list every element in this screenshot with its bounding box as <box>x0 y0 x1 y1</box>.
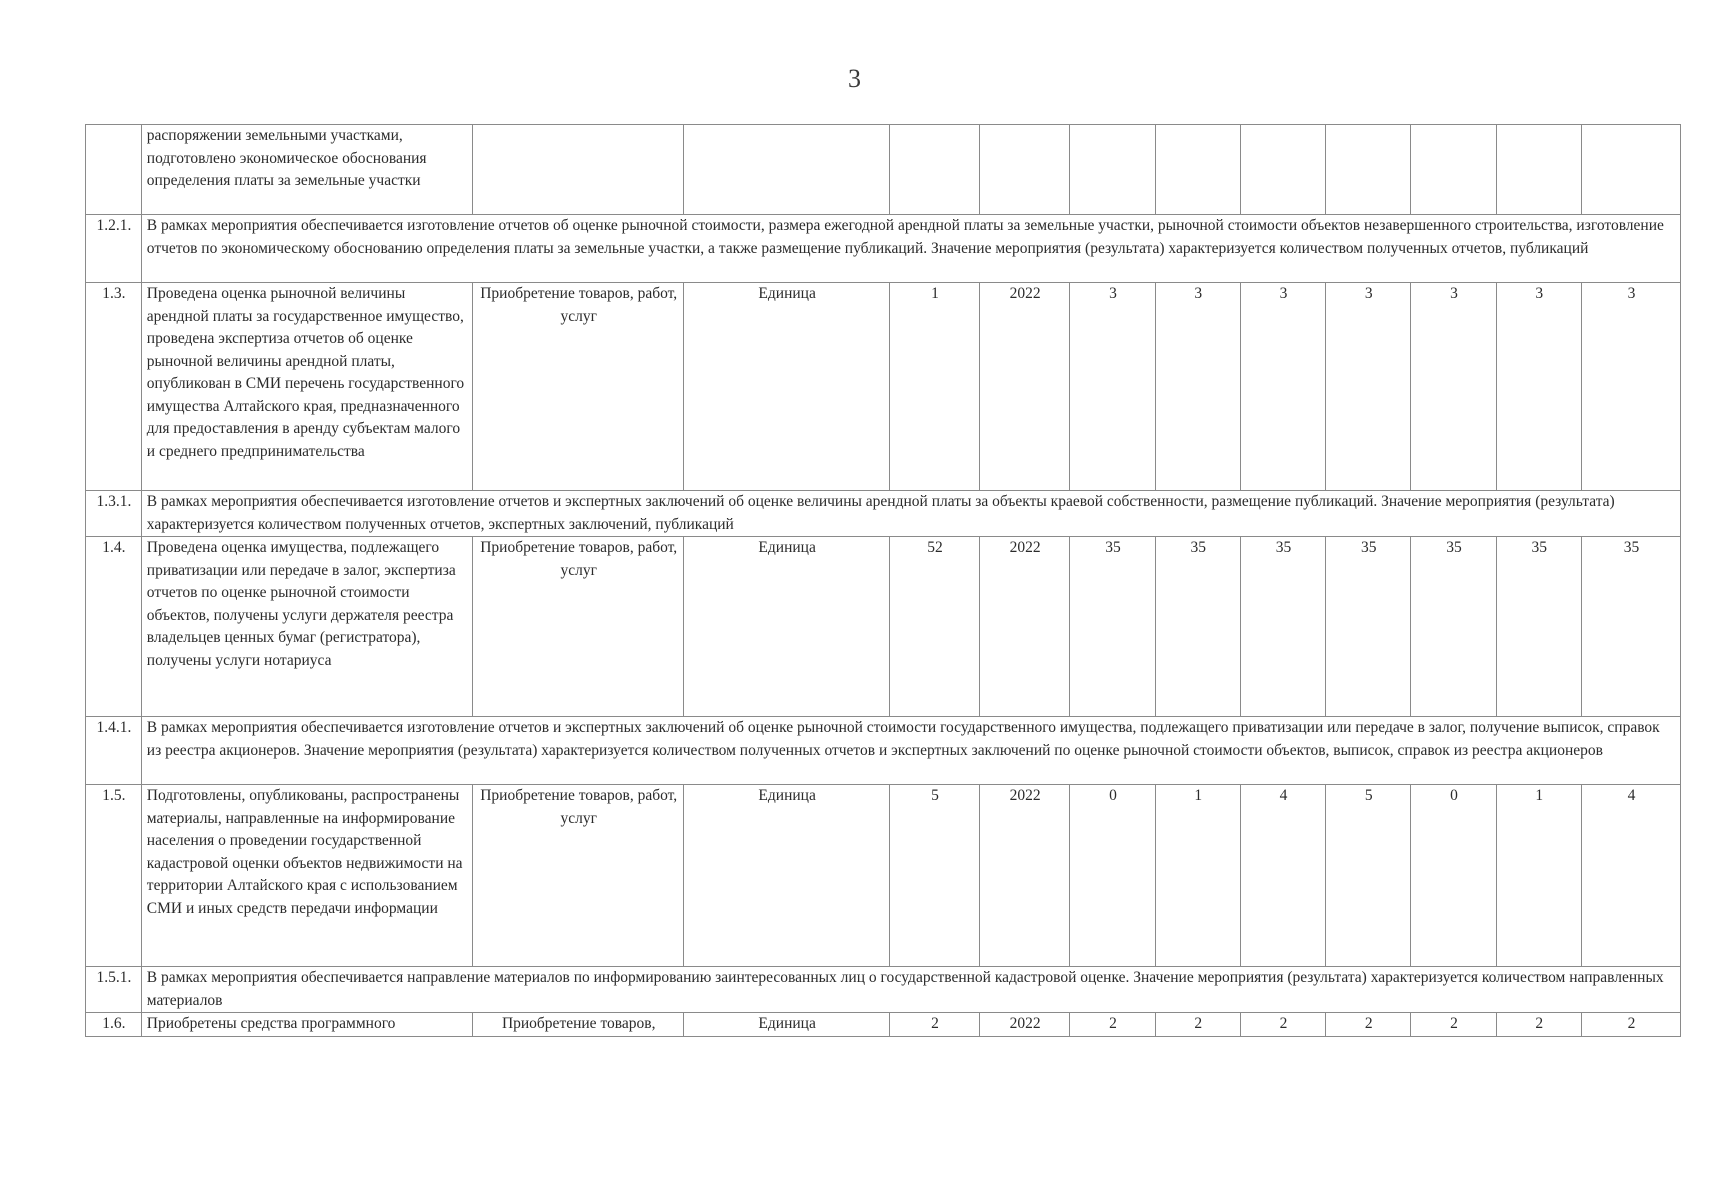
description-row <box>86 967 1681 1013</box>
table-row <box>86 785 1681 967</box>
year-value: 35 <box>1240 537 1325 717</box>
year-value: 5 <box>1326 785 1411 967</box>
measure-name: распоряжении земельными участками, подготовлено экономическое обоснования определения платы за земельные участки <box>141 125 473 215</box>
measure-unit: Единица <box>683 785 889 967</box>
measure-type: Приобретение товаров, работ, услуг <box>473 537 684 717</box>
measure-unit: Единица <box>683 283 889 491</box>
row-number: 1.4.1. <box>86 717 142 785</box>
table-row <box>86 125 1681 215</box>
year-value: 4 <box>1240 785 1325 967</box>
base-value: 1 <box>890 283 979 491</box>
measure-name: Проведена оценка имущества, подлежащего приватизации или передаче в залог, экспертиза отчетов по оценке рыночной стоимости объектов, получены услуги держателя реестра владельцев ценных бумаг (регистратора), получены услуги нотариуса <box>141 537 473 717</box>
year-value <box>1326 125 1411 215</box>
measure-unit: Единица <box>683 537 889 717</box>
description-row <box>86 717 1681 785</box>
year-value: 3 <box>1581 283 1680 491</box>
year-value <box>1581 125 1680 215</box>
description-row <box>86 491 1681 537</box>
row-number <box>86 125 142 215</box>
measure-unit: Единица <box>683 1013 889 1037</box>
base-year: 2022 <box>979 283 1070 491</box>
year-value: 3 <box>1496 283 1581 491</box>
base-value: 5 <box>890 785 979 967</box>
year-value: 35 <box>1326 537 1411 717</box>
base-year <box>979 125 1070 215</box>
measure-name: Проведена оценка рыночной величины арендной платы за государственное имущество, проведена экспертиза отчетов об оценке рыночной величины арендной платы, опубликован в СМИ перечень государственного имущества Алтайского края, предназначенного для предоставления в аренду субъектам малого и среднего предпринимательства <box>141 283 473 491</box>
measure-name: Приобретены средства программного <box>141 1013 473 1037</box>
row-number: 1.2.1. <box>86 215 142 283</box>
measure-name: Подготовлены, опубликованы, распространены материалы, направленные на информирование населения о проведении государственной кадастровой оценки объектов недвижимости на территории Алтайского края с использованием СМИ и иных средств передачи информации <box>141 785 473 967</box>
year-value: 3 <box>1411 283 1496 491</box>
base-value <box>890 125 979 215</box>
measures-table <box>85 124 1681 1037</box>
year-value: 2 <box>1581 1013 1680 1037</box>
table-row <box>86 1013 1681 1037</box>
year-value <box>1070 125 1155 215</box>
row-number: 1.3.1. <box>86 491 142 537</box>
row-number: 1.6. <box>86 1013 142 1037</box>
year-value: 1 <box>1155 785 1240 967</box>
measure-description: В рамках мероприятия обеспечивается направление материалов по информированию заинтересованных лиц о государственной кадастровой оценке. Значение мероприятия (результата) характеризуется количеством направленных материалов <box>141 967 1680 1013</box>
base-value: 52 <box>890 537 979 717</box>
measure-unit <box>683 125 889 215</box>
measure-description: В рамках мероприятия обеспечивается изготовление отчетов и экспертных заключений об оценке рыночной стоимости государственного имущества, подлежащего приватизации или передаче в залог, получение выписок, справок из реестра акционеров. Значение мероприятия (результата) характеризуется количеством полученных отчетов и экспертных заключений по оценке рыночной стоимости объектов, выписок, справок из реестра акционеров <box>141 717 1680 785</box>
year-value: 3 <box>1155 283 1240 491</box>
row-number: 1.4. <box>86 537 142 717</box>
year-value <box>1411 125 1496 215</box>
year-value <box>1240 125 1325 215</box>
year-value: 2 <box>1411 1013 1496 1037</box>
year-value: 3 <box>1326 283 1411 491</box>
measure-type: Приобретение товаров, работ, услуг <box>473 283 684 491</box>
year-value: 35 <box>1155 537 1240 717</box>
year-value: 0 <box>1070 785 1155 967</box>
base-year: 2022 <box>979 785 1070 967</box>
year-value: 0 <box>1411 785 1496 967</box>
year-value: 1 <box>1496 785 1581 967</box>
year-value: 2 <box>1155 1013 1240 1037</box>
measure-description: В рамках мероприятия обеспечивается изготовление отчетов об оценке рыночной стоимости, размера ежегодной арендной платы за земельные участки, рыночной стоимости объектов незавершенного строительства, изготовление отчетов по экономическому обоснованию определения платы за земельные участки, а также размещение публикаций. Значение мероприятия (результата) характеризуется количеством полученных отчетов, публикаций <box>141 215 1680 283</box>
year-value: 2 <box>1240 1013 1325 1037</box>
year-value <box>1496 125 1581 215</box>
measure-type: Приобретение товаров, работ, услуг <box>473 785 684 967</box>
table-row <box>86 537 1681 717</box>
table-row <box>86 283 1681 491</box>
row-number: 1.5.1. <box>86 967 142 1013</box>
base-year: 2022 <box>979 537 1070 717</box>
measure-description: В рамках мероприятия обеспечивается изготовление отчетов и экспертных заключений об оценке величины арендной платы за объекты краевой собственности, размещение публикаций. Значение мероприятия (результата) характеризуется количеством полученных отчетов, экспертных заключений, публикаций <box>141 491 1680 537</box>
year-value: 35 <box>1411 537 1496 717</box>
row-number: 1.3. <box>86 283 142 491</box>
year-value: 3 <box>1240 283 1325 491</box>
year-value: 4 <box>1581 785 1680 967</box>
year-value: 35 <box>1581 537 1680 717</box>
year-value: 35 <box>1496 537 1581 717</box>
row-number: 1.5. <box>86 785 142 967</box>
year-value: 3 <box>1070 283 1155 491</box>
page-number: 3 <box>848 64 861 93</box>
base-value: 2 <box>890 1013 979 1037</box>
measure-type: Приобретение товаров, <box>473 1013 684 1037</box>
year-value <box>1155 125 1240 215</box>
year-value: 2 <box>1326 1013 1411 1037</box>
year-value: 2 <box>1496 1013 1581 1037</box>
description-row <box>86 215 1681 283</box>
year-value: 2 <box>1070 1013 1155 1037</box>
measure-type <box>473 125 684 215</box>
year-value: 35 <box>1070 537 1155 717</box>
base-year: 2022 <box>979 1013 1070 1037</box>
